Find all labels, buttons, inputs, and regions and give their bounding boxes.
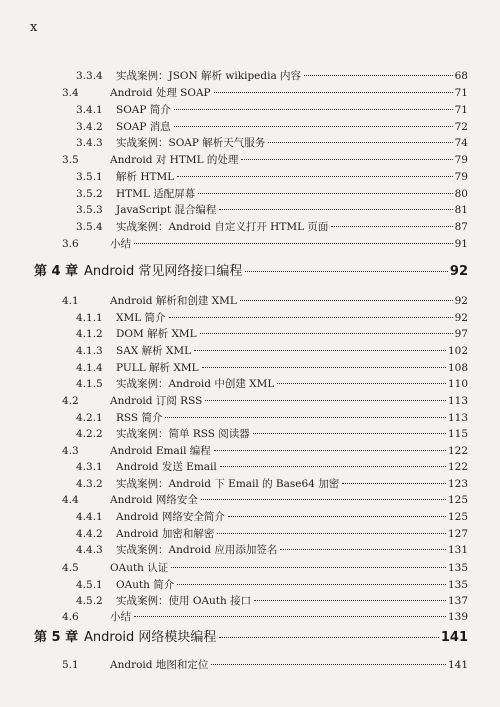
toc-entry-page: 122 <box>447 461 468 473</box>
toc-entry-page: 79 <box>454 171 468 183</box>
toc-entry <box>62 444 468 458</box>
toc-entry-title: Android 加密和解密 <box>116 528 215 540</box>
leader-dots <box>253 433 446 434</box>
toc-entry-page: 72 <box>454 121 468 133</box>
toc-entry-number: 3.4.2 <box>76 121 103 133</box>
toc-entry-page: 91 <box>454 238 468 250</box>
leader-dots <box>134 616 446 617</box>
toc-entry <box>62 658 468 672</box>
toc-entry <box>76 344 468 358</box>
toc-entry-number: 4.1.1 <box>76 312 103 324</box>
toc-entry-number: 4.4.2 <box>76 528 103 540</box>
leader-dots <box>280 549 446 550</box>
toc-entry-number: 4.5.2 <box>76 595 103 607</box>
toc-entry-number: 4.4.1 <box>76 511 103 523</box>
toc-entry-title: 小结 <box>110 611 131 623</box>
leader-dots <box>177 584 446 585</box>
toc-entry <box>76 220 468 234</box>
toc-entry-page: 81 <box>454 204 468 216</box>
leader-dots <box>214 450 446 451</box>
toc-entry-title: Android 解析和创建 XML <box>110 295 237 307</box>
toc-entry-number: 5.1 <box>62 659 79 671</box>
toc-entry <box>76 361 468 375</box>
leader-dots <box>245 271 448 272</box>
toc-entry-title: Android 常见网络接口编程 <box>84 264 243 279</box>
leader-dots <box>171 567 446 568</box>
toc-entry-number: 3.5.4 <box>76 221 103 233</box>
toc-entry <box>76 477 468 491</box>
toc-entry <box>76 527 468 541</box>
toc-entry <box>76 578 468 592</box>
toc-entry-title: 小结 <box>110 238 131 250</box>
toc-entry-number: 4.4 <box>62 494 79 506</box>
toc-entry-title: 实战案例：Android 自定义打开 HTML 页面 <box>116 221 329 233</box>
toc-entry <box>62 493 468 507</box>
toc-entry-title: OAuth 简介 <box>116 579 175 591</box>
toc-entry-title: SAX 解析 XML <box>116 345 192 357</box>
toc-entry-number: 4.1.3 <box>76 345 103 357</box>
toc-entry-page: 92 <box>454 295 468 307</box>
toc-entry-page: 71 <box>454 104 468 116</box>
toc-entry-title: PULL 解析 XML <box>116 362 199 374</box>
toc-entry-number: 4.3.2 <box>76 478 103 490</box>
toc-entry <box>76 510 468 524</box>
toc-entry-title: Android 网络安全简介 <box>116 511 225 523</box>
toc-entry-title: Android Email 编程 <box>110 445 211 457</box>
toc-entry-page: 71 <box>454 87 468 99</box>
toc-entry-page: 102 <box>447 345 468 357</box>
toc-entry-title: 实战案例：简单 RSS 阅读器 <box>116 428 250 440</box>
page-number: x <box>30 20 38 35</box>
toc-entry <box>76 136 468 150</box>
toc-entry-page: 74 <box>454 137 468 149</box>
toc-entry-number: 4.2.1 <box>76 412 103 424</box>
toc-entry-page: 115 <box>447 428 468 440</box>
toc-entry-title: DOM 解析 XML <box>116 328 197 340</box>
leader-dots <box>304 75 453 76</box>
leader-dots <box>174 109 453 110</box>
toc-entry-number: 4.6 <box>62 611 79 623</box>
leader-dots <box>240 300 453 301</box>
toc-entry <box>62 237 468 251</box>
toc-entry-title: Android 对 HTML 的处理 <box>110 154 239 166</box>
toc-entry-title: RSS 简介 <box>116 412 163 424</box>
leader-dots <box>217 533 446 534</box>
toc-entry <box>76 103 468 117</box>
leader-dots <box>214 92 453 93</box>
leader-dots <box>202 367 446 368</box>
toc-entry-number: 4.3 <box>62 445 79 457</box>
leader-dots <box>268 142 452 143</box>
toc-entry <box>76 411 468 425</box>
leader-dots <box>254 600 446 601</box>
toc-entry-page: 97 <box>454 328 468 340</box>
toc-entry <box>76 120 468 134</box>
toc-entry-page: 87 <box>454 221 468 233</box>
toc-entry <box>62 153 468 167</box>
leader-dots <box>165 417 446 418</box>
leader-dots <box>201 499 446 500</box>
leader-dots <box>220 466 446 467</box>
leader-dots <box>134 243 453 244</box>
toc-entry-title: 实战案例：JSON 解析 wikipedia 内容 <box>116 70 302 82</box>
toc-entry-title: SOAP 消息 <box>116 121 171 133</box>
toc-entry-page: 92 <box>454 312 468 324</box>
toc-entry-number: 3.6 <box>62 238 79 250</box>
toc-entry-title: SOAP 简介 <box>116 104 171 116</box>
leader-dots <box>241 159 452 160</box>
toc-entry-number: 3.4.3 <box>76 137 103 149</box>
toc-entry-number: 4.1.4 <box>76 362 103 374</box>
toc-entry <box>76 203 468 217</box>
leader-dots <box>194 350 446 351</box>
toc-chapter <box>34 265 468 279</box>
toc-entry-number: 4.1.2 <box>76 328 103 340</box>
toc-entry <box>76 460 468 474</box>
toc-entry-number: 4.4.3 <box>76 544 103 556</box>
toc-entry-title: 解析 HTML <box>116 171 175 183</box>
toc-entry-number: 4.5.1 <box>76 579 103 591</box>
toc-entry-title: 实战案例：Android 应用添加签名 <box>116 544 278 556</box>
toc-entry-title: Android 网络模块编程 <box>84 630 217 645</box>
toc-entry-page: 137 <box>447 595 468 607</box>
toc-entry-title: OAuth 认证 <box>110 562 169 574</box>
leader-dots <box>277 383 446 384</box>
toc-entry-page: 110 <box>447 378 468 390</box>
toc-entry-page: 113 <box>447 412 468 424</box>
toc-entry-number: 4.5 <box>62 562 79 574</box>
toc-entry <box>76 427 468 441</box>
leader-dots <box>198 193 452 194</box>
toc-entry-title: HTML 适配屏幕 <box>116 188 196 200</box>
toc-entry-number: 第 5 章 <box>34 630 79 645</box>
leader-dots <box>205 400 446 401</box>
toc-entry-title: Android 发送 Email <box>116 461 217 473</box>
toc-entry-number: 4.3.1 <box>76 461 103 473</box>
toc-entry-title: 实战案例：SOAP 解析天气服务 <box>116 137 266 149</box>
toc-entry <box>76 69 468 83</box>
toc-entry-title: Android 地图和定位 <box>110 659 209 671</box>
toc-entry <box>62 86 468 100</box>
toc-entry-page: 135 <box>447 579 468 591</box>
toc-entry-title: 实战案例：使用 OAuth 接口 <box>116 595 252 607</box>
toc-entry <box>76 187 468 201</box>
toc-entry-number: 3.5.2 <box>76 188 103 200</box>
toc-entry-number: 4.2 <box>62 395 79 407</box>
toc-entry-number: 4.1 <box>62 295 79 307</box>
toc-entry-page: 125 <box>447 511 468 523</box>
toc-entry-title: XML 简介 <box>116 312 166 324</box>
toc-entry-title: 实战案例：Android 下 Email 的 Base64 加密 <box>116 478 340 490</box>
toc-entry <box>62 294 468 308</box>
toc-entry-title: 实战案例：Android 中创建 XML <box>116 378 275 390</box>
toc-entry-number: 3.4.1 <box>76 104 103 116</box>
leader-dots <box>200 333 453 334</box>
toc-entry <box>62 394 468 408</box>
toc-entry-number: 3.4 <box>62 87 79 99</box>
leader-dots <box>169 317 453 318</box>
toc-entry-page: 139 <box>447 611 468 623</box>
toc-entry-page: 141 <box>447 659 468 671</box>
toc-entry-number: 3.5.3 <box>76 204 103 216</box>
leader-dots <box>228 516 446 517</box>
leader-dots <box>219 209 452 210</box>
leader-dots <box>211 664 446 665</box>
toc-entry-page: 127 <box>447 528 468 540</box>
toc-entry <box>76 594 468 608</box>
toc-entry-page: 108 <box>447 362 468 374</box>
toc-entry-page: 131 <box>447 544 468 556</box>
leader-dots <box>342 483 446 484</box>
toc-chapter <box>34 631 468 645</box>
toc-entry-page: 125 <box>447 494 468 506</box>
toc-entry <box>62 561 468 575</box>
toc-entry-page: 122 <box>447 445 468 457</box>
toc-entry-page: 80 <box>454 188 468 200</box>
leader-dots <box>331 226 452 227</box>
toc-entry <box>76 377 468 391</box>
toc-entry <box>62 610 468 624</box>
toc-entry-title: Android 处理 SOAP <box>110 87 211 99</box>
toc-entry-number: 4.1.5 <box>76 378 103 390</box>
leader-dots <box>219 637 438 638</box>
toc-entry-page: 135 <box>447 562 468 574</box>
toc-entry <box>76 327 468 341</box>
leader-dots <box>177 176 452 177</box>
toc-entry <box>76 543 468 557</box>
toc-entry-number: 第 4 章 <box>34 264 79 279</box>
toc-entry-title: Android 网络安全 <box>110 494 198 506</box>
toc-entry-title: JavaScript 混合编程 <box>116 204 217 216</box>
toc-entry-number: 3.5 <box>62 154 79 166</box>
toc-entry <box>76 311 468 325</box>
toc-entry-number: 3.5.1 <box>76 171 103 183</box>
toc-entry-number: 4.2.2 <box>76 428 103 440</box>
leader-dots <box>174 126 453 127</box>
toc-entry-page: 123 <box>447 478 468 490</box>
toc-entry-page: 79 <box>454 154 468 166</box>
toc-entry <box>76 170 468 184</box>
toc-entry-page: 68 <box>454 70 468 82</box>
toc-entry-page: 92 <box>449 264 468 279</box>
toc-entry-page: 141 <box>440 630 468 645</box>
toc-entry-number: 3.3.4 <box>76 70 103 82</box>
toc-entry-page: 113 <box>447 395 468 407</box>
toc-entry-title: Android 订阅 RSS <box>110 395 203 407</box>
